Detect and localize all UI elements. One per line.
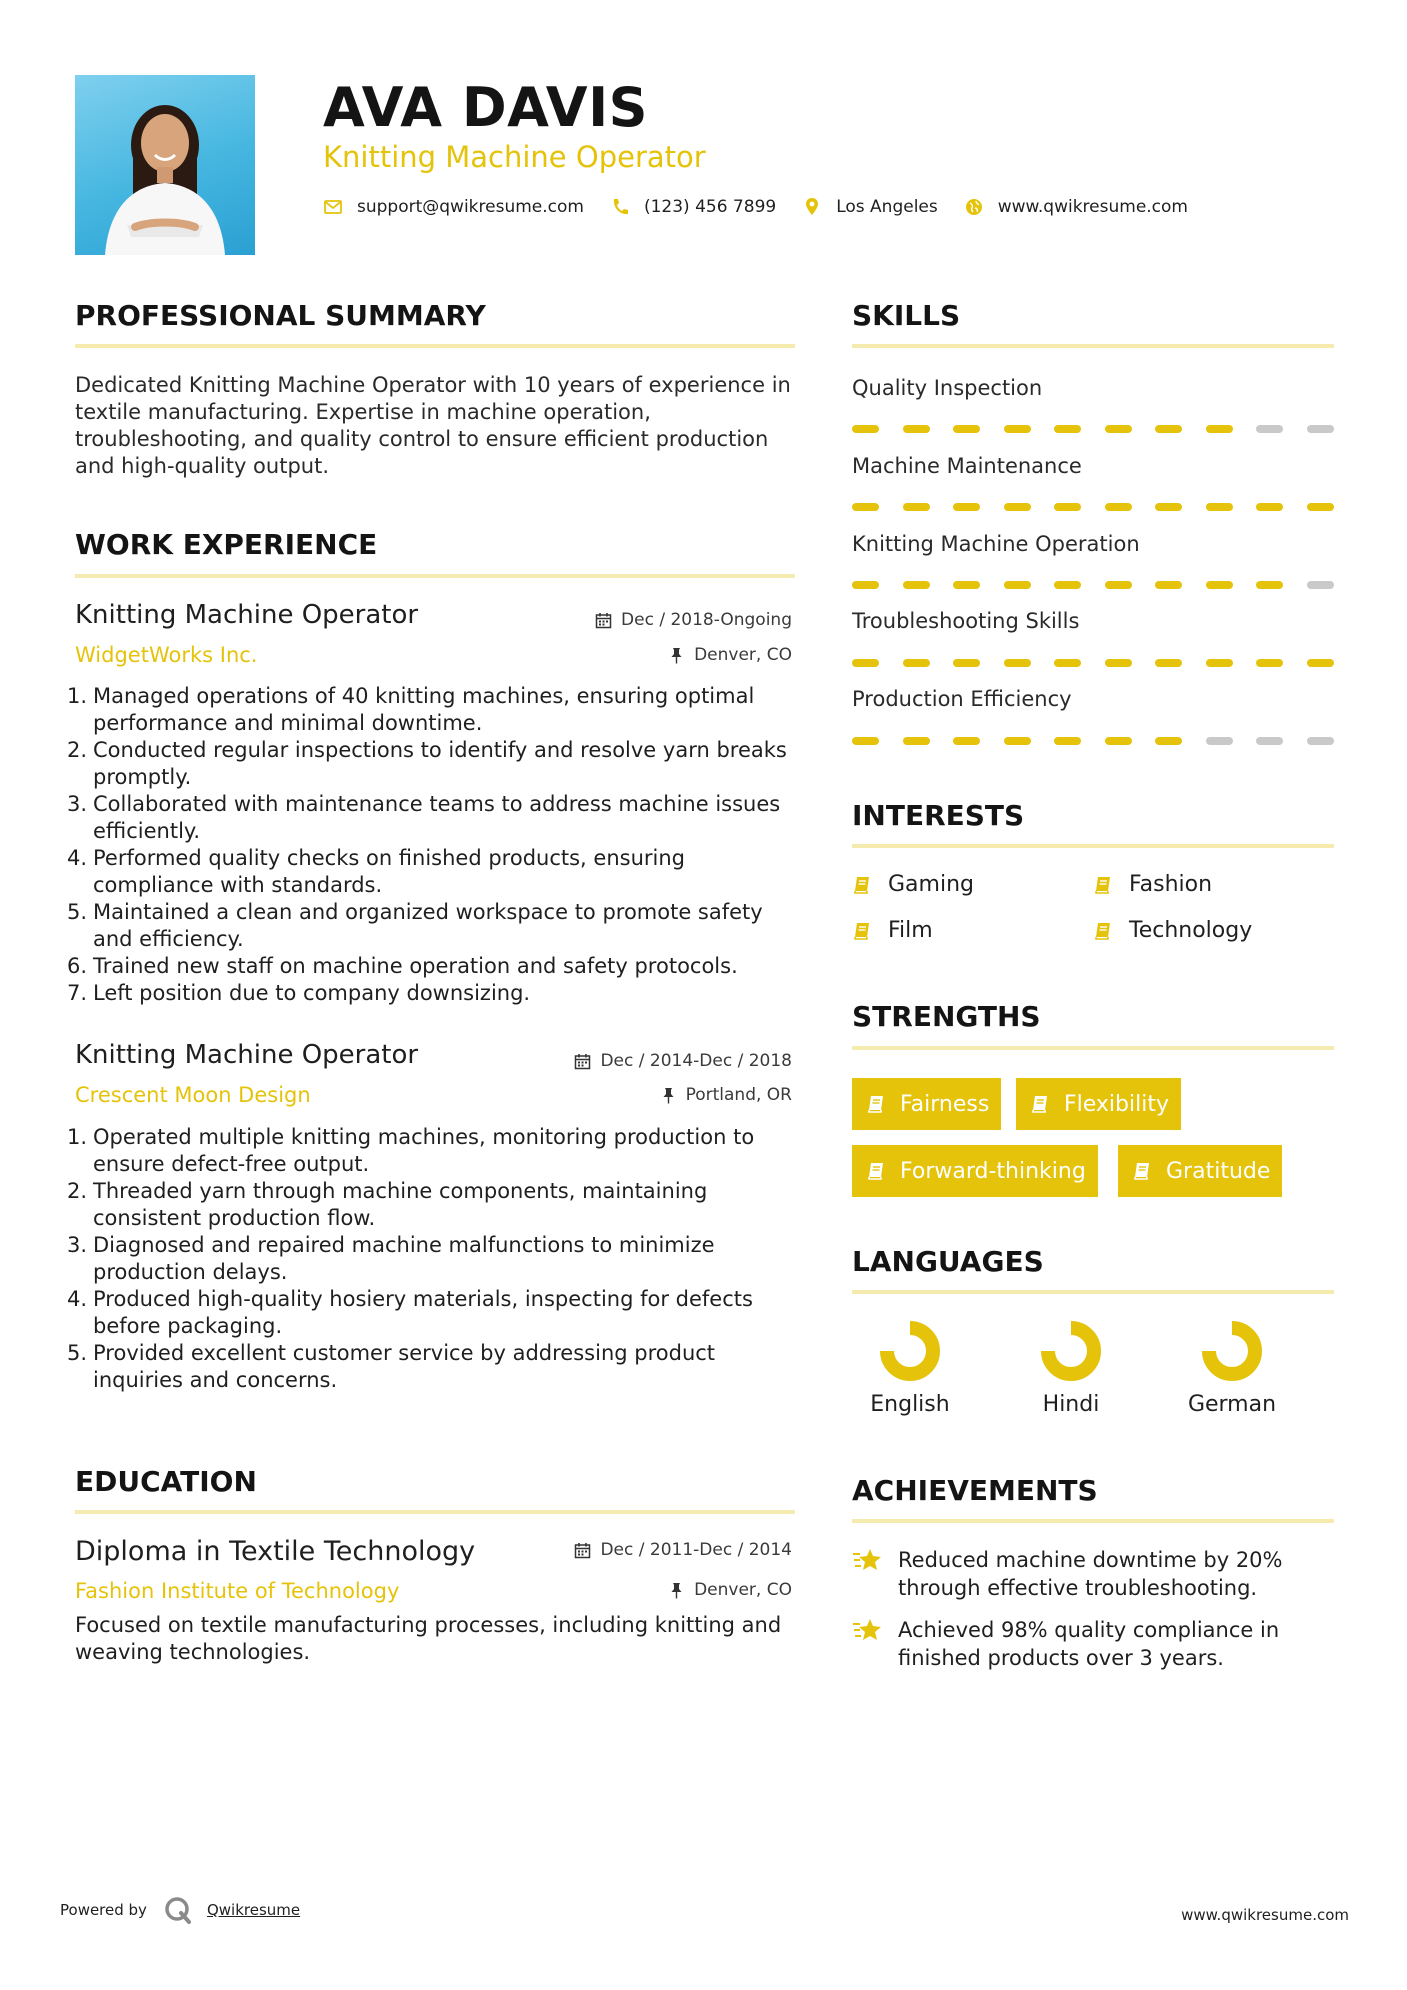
skill-dash <box>1004 425 1031 433</box>
skill-dash <box>903 659 930 667</box>
job-dates <box>574 1050 792 1072</box>
skill-dash <box>903 503 930 511</box>
job-bullets <box>67 683 797 1007</box>
skill-dash <box>1054 581 1081 589</box>
skill-dash <box>1256 737 1283 745</box>
skill-name: Troubleshooting Skills <box>852 609 1080 633</box>
list-text: Conducted regular inspections to identify and resolve yarn breaks promptly. <box>93 738 787 789</box>
strength-label: Fairness <box>900 1091 990 1117</box>
skills-divider <box>852 344 1334 348</box>
skill-dash <box>953 737 980 745</box>
portrait-illustration <box>75 75 255 255</box>
skill-dash <box>1155 737 1182 745</box>
languages-divider <box>852 1290 1334 1294</box>
education-divider <box>75 1510 795 1514</box>
achievements-divider <box>852 1519 1334 1523</box>
skill-dash <box>1155 503 1182 511</box>
skill-dash <box>903 425 930 433</box>
education-location <box>668 1579 792 1601</box>
job-title: Knitting Machine Operator <box>75 1040 419 1070</box>
list-number: 3. <box>67 1233 88 1257</box>
job-location-text: Denver, CO <box>694 645 792 665</box>
website-text: www.qwikresume.com <box>997 197 1188 217</box>
job-title: Knitting Machine Operator <box>75 600 419 630</box>
skills-heading: SKILLS <box>852 299 961 332</box>
summary-heading: PROFESSIONAL SUMMARY <box>75 299 486 332</box>
strength-tag <box>852 1145 1098 1197</box>
achievement-item <box>852 1616 1342 1672</box>
work-divider <box>75 574 795 578</box>
education-location-row <box>0 1579 792 1601</box>
strengths-heading: STRENGTHS <box>852 1000 1041 1033</box>
list-number: 6. <box>67 954 88 978</box>
email-text: support@qwikresume.com <box>357 197 584 217</box>
list-item <box>67 737 797 791</box>
skill-dash <box>903 581 930 589</box>
skill-dash <box>903 737 930 745</box>
list-item <box>67 1232 797 1286</box>
book-icon <box>1030 1094 1050 1114</box>
skill-dash <box>1256 425 1283 433</box>
skill-dash <box>1054 737 1081 745</box>
list-item <box>67 1340 797 1394</box>
job-location <box>668 644 792 666</box>
education-dates <box>574 1539 792 1561</box>
list-item <box>67 845 797 899</box>
footer-branding <box>60 1895 300 1925</box>
job-location <box>660 1084 792 1106</box>
skill-dash <box>1105 503 1132 511</box>
language-item <box>1011 1316 1131 1417</box>
skill-dash <box>1256 659 1283 667</box>
contact-phone[interactable] <box>610 197 776 217</box>
list-text: Left position due to company downsizing. <box>93 981 531 1005</box>
book-icon <box>866 1094 886 1114</box>
skill-dash <box>1155 581 1182 589</box>
skill-dash <box>1307 425 1334 433</box>
skill-dash <box>1004 581 1031 589</box>
achievements-heading: ACHIEVEMENTS <box>852 1474 1098 1507</box>
skill-dash <box>953 425 980 433</box>
skill-dash <box>1004 659 1031 667</box>
school-name: Fashion Institute of Technology <box>75 1579 400 1603</box>
education-heading: EDUCATION <box>75 1465 257 1498</box>
list-number: 4. <box>67 1287 88 1311</box>
skill-dash <box>1004 737 1031 745</box>
interest-item <box>852 872 974 897</box>
book-icon <box>1093 875 1113 895</box>
skill-dash <box>953 581 980 589</box>
brand-link[interactable]: Qwikresume <box>206 1901 301 1919</box>
strength-label: Forward-thinking <box>900 1158 1086 1184</box>
skill-name: Knitting Machine Operation <box>852 532 1140 556</box>
location-text: Los Angeles <box>836 197 938 217</box>
globe-icon <box>964 197 984 217</box>
contact-website[interactable] <box>964 197 1188 217</box>
contact-location <box>802 197 938 217</box>
skill-dash <box>1206 737 1233 745</box>
interests-divider <box>852 844 1334 848</box>
skill-dash <box>1004 503 1031 511</box>
language-level-arc <box>1048 1328 1094 1374</box>
list-text: Provided excellent customer service by addressing product inquiries and concerns. <box>93 1341 716 1392</box>
phone-icon <box>610 197 630 217</box>
skill-dash <box>1105 581 1132 589</box>
degree-title: Diploma in Textile Technology <box>75 1536 476 1567</box>
strength-tag <box>852 1078 1001 1130</box>
strength-label: Gratitude <box>1166 1158 1271 1184</box>
achievement-text: Reduced machine downtime by 20% through effective troubleshooting. <box>898 1548 1283 1600</box>
skill-dash <box>1206 425 1233 433</box>
skill-dash <box>852 581 879 589</box>
language-name: English <box>870 1392 950 1417</box>
profile-photo <box>75 75 255 255</box>
skill-name: Quality Inspection <box>852 376 1043 400</box>
achievement-text: Achieved 98% quality compliance in finished products over 3 years. <box>898 1618 1280 1670</box>
list-text: Collaborated with maintenance teams to address machine issues efficiently. <box>93 792 781 843</box>
pushpin-icon <box>668 647 685 664</box>
calendar-icon <box>595 612 612 629</box>
job-location-text: Portland, OR <box>685 1085 792 1105</box>
footer-website[interactable]: www.qwikresume.com <box>1181 1906 1349 1924</box>
contact-bar <box>323 194 1214 220</box>
interests-heading: INTERESTS <box>852 799 1025 832</box>
skill-dash <box>1054 503 1081 511</box>
book-icon <box>1132 1161 1152 1181</box>
pushpin-icon <box>668 1582 685 1599</box>
contact-email[interactable] <box>323 197 584 217</box>
list-number: 7. <box>67 981 88 1005</box>
list-item <box>67 791 797 845</box>
skill-dash <box>1307 659 1334 667</box>
book-icon <box>866 1161 886 1181</box>
skill-dash <box>1256 503 1283 511</box>
job-bullets <box>67 1124 797 1394</box>
company-name: WidgetWorks Inc. <box>75 643 258 667</box>
list-text: Threaded yarn through machine components, maintaining consistent production flow. <box>93 1179 708 1230</box>
list-number: 5. <box>67 900 88 924</box>
location-pin-icon <box>802 197 822 217</box>
interest-item <box>852 918 933 943</box>
languages-heading: LANGUAGES <box>852 1245 1044 1278</box>
skill-dash <box>1206 581 1233 589</box>
job-location-row <box>0 1084 792 1106</box>
job-dates <box>595 609 792 631</box>
skill-dash <box>1054 659 1081 667</box>
strengths-divider <box>852 1046 1334 1050</box>
language-level-ring <box>1197 1316 1267 1386</box>
calendar-icon <box>574 1542 591 1559</box>
list-text: Operated multiple knitting machines, monitoring production to ensure defect-free output. <box>93 1125 755 1176</box>
language-level-arc <box>887 1328 933 1374</box>
language-item <box>1172 1316 1292 1417</box>
list-item <box>67 1124 797 1178</box>
education-description: Focused on textile manufacturing processes, including knitting and weaving technologies. <box>75 1613 782 1664</box>
trophy-star-icon <box>852 1616 884 1644</box>
language-item <box>850 1316 970 1417</box>
skill-dash <box>1054 425 1081 433</box>
job-dates-row <box>0 609 792 631</box>
skill-dash <box>1155 425 1182 433</box>
powered-by-text: Powered by <box>60 1901 147 1919</box>
interest-label: Fashion <box>1129 872 1213 897</box>
list-text: Diagnosed and repaired machine malfunctions to minimize production delays. <box>93 1233 715 1284</box>
skill-dash <box>1105 425 1132 433</box>
interest-label: Technology <box>1129 918 1253 943</box>
job-location-row <box>0 644 792 666</box>
list-number: 5. <box>67 1341 88 1365</box>
education-location-text: Denver, CO <box>694 1580 792 1600</box>
interest-item <box>1093 918 1252 943</box>
list-text: Produced high-quality hosiery materials, inspecting for defects before packaging. <box>93 1287 753 1338</box>
skill-dash <box>1256 581 1283 589</box>
skill-dash <box>1206 503 1233 511</box>
list-number: 4. <box>67 846 88 870</box>
skill-rating <box>852 425 1334 433</box>
interest-item <box>1093 872 1212 897</box>
list-item <box>67 1178 797 1232</box>
interest-label: Film <box>888 918 933 943</box>
list-text: Maintained a clean and organized workspace to promote safety and efficiency. <box>93 900 763 951</box>
list-item <box>67 953 797 980</box>
education-dates-text: Dec / 2011-Dec / 2014 <box>600 1540 792 1560</box>
list-number: 2. <box>67 1179 88 1203</box>
calendar-icon <box>574 1053 591 1070</box>
skill-rating <box>852 581 1334 589</box>
skill-name: Production Efficiency <box>852 687 1072 711</box>
list-item <box>67 899 797 953</box>
pushpin-icon <box>660 1087 677 1104</box>
phone-text: (123) 456 7899 <box>643 197 777 217</box>
list-text: Managed operations of 40 knitting machines, ensuring optimal performance and minimal downtime. <box>93 684 755 735</box>
book-icon <box>852 921 872 941</box>
list-text: Trained new staff on machine operation and safety protocols. <box>93 954 738 978</box>
language-level-ring <box>1036 1316 1106 1386</box>
list-number: 3. <box>67 792 88 816</box>
language-name: Hindi <box>1042 1392 1100 1417</box>
language-level-ring <box>875 1316 945 1386</box>
list-number: 1. <box>67 1125 88 1149</box>
skill-dash <box>852 659 879 667</box>
skill-dash <box>1155 659 1182 667</box>
skill-dash <box>1206 659 1233 667</box>
interest-label: Gaming <box>888 872 974 897</box>
skill-dash <box>852 425 879 433</box>
email-icon <box>323 197 343 217</box>
strength-tag <box>1118 1145 1282 1197</box>
skill-dash <box>1307 503 1334 511</box>
skill-name: Machine Maintenance <box>852 454 1082 478</box>
language-level-arc <box>1209 1328 1255 1374</box>
list-number: 2. <box>67 738 88 762</box>
achievement-item <box>852 1546 1342 1602</box>
skill-dash <box>953 659 980 667</box>
skill-rating <box>852 659 1334 667</box>
skill-dash <box>852 503 879 511</box>
book-icon <box>1093 921 1113 941</box>
skill-dash <box>1105 659 1132 667</box>
list-text: Performed quality checks on finished products, ensuring compliance with standards. <box>93 846 685 897</box>
skill-rating <box>852 737 1334 745</box>
list-item <box>67 683 797 737</box>
skill-dash <box>852 737 879 745</box>
education-dates-row <box>0 1539 792 1561</box>
strength-tag <box>1016 1078 1181 1130</box>
skill-dash <box>1307 581 1334 589</box>
list-number: 1. <box>67 684 88 708</box>
trophy-star-icon <box>852 1546 884 1574</box>
skill-rating <box>852 503 1334 511</box>
summary-divider <box>75 344 795 348</box>
language-name: German <box>1187 1392 1277 1417</box>
qwikresume-logo-icon <box>163 1895 193 1925</box>
job-dates-row <box>0 1050 792 1072</box>
work-heading: WORK EXPERIENCE <box>75 528 378 561</box>
job-dates-text: Dec / 2018-Ongoing <box>621 610 792 630</box>
list-item <box>67 980 797 1007</box>
candidate-name: AVA DAVIS <box>323 76 649 139</box>
strength-label: Flexibility <box>1064 1091 1169 1117</box>
book-icon <box>852 875 872 895</box>
skill-dash <box>953 503 980 511</box>
job-dates-text: Dec / 2014-Dec / 2018 <box>600 1051 792 1071</box>
summary-text: Dedicated Knitting Machine Operator with 10 years of experience in textile manufacturing. Expertise in machine operation, troubleshooting, and quality control to ensure efficient production and high-quality output. <box>75 373 791 478</box>
candidate-title: Knitting Machine Operator <box>323 140 706 174</box>
skill-dash <box>1105 737 1132 745</box>
skill-dash <box>1307 737 1334 745</box>
company-name: Crescent Moon Design <box>75 1083 311 1107</box>
list-item <box>67 1286 797 1340</box>
